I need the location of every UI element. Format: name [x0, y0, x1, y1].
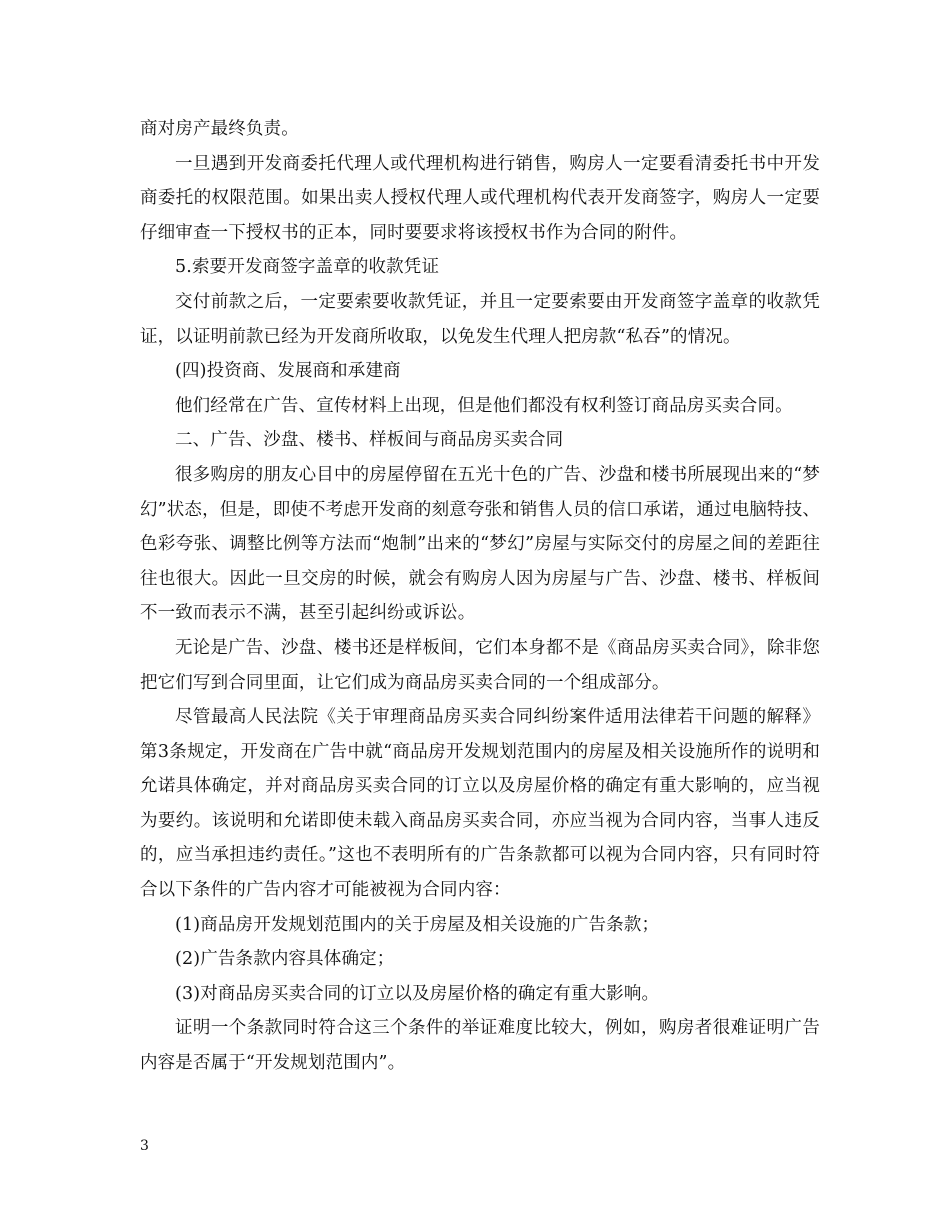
- paragraph: 商对房产最终负责。: [140, 119, 299, 139]
- section-heading: (四)投资商、发展商和承建商: [175, 361, 401, 382]
- paragraph: 交付前款之后，一定要索要收款凭证，并且一定要索要由开发商签字盖章的收款凭证，以证明前款已经为开发商所收取，以免发生代理人把房款“私吞”的情况。: [140, 291, 820, 347]
- section-heading: 5.索要开发商签字盖章的收款凭证: [175, 257, 440, 278]
- list-item: (2)广告条款内容具体确定；: [175, 949, 395, 970]
- document-body: [140, 112, 820, 1081]
- list-item: (3)对商品房买卖合同的订立以及房屋价格的确定有重大影响。: [175, 983, 660, 1004]
- list-item: (1)商品房开发规划范围内的关于房屋及相关设施的广告条款；: [175, 914, 660, 935]
- paragraph: 无论是广告、沙盘、楼书还是样板间，它们本身都不是《商品房买卖合同》，除非您把它们写到合同里面，让它们成为商品房买卖合同的一个组成部分。: [140, 637, 820, 693]
- paragraph: 他们经常在广告、宣传材料上出现，但是他们都没有权利签订商品房买卖合同。: [175, 395, 793, 416]
- paragraph: 一旦遇到开发商委托代理人或代理机构进行销售，购房人一定要看清委托书中开发商委托的权限范围。如果出卖人授权代理人或代理机构代表开发商签字，购房人一定要仔细审查一下授权书的正本，同时要要求将该授权书作为合同的附件。: [140, 153, 820, 243]
- section-heading: 二、广告、沙盘、楼书、样板间与商品房买卖合同: [175, 430, 564, 451]
- page-number: 3: [140, 1138, 149, 1154]
- paragraph: 证明一个条款同时符合这三个条件的举证难度比较大，例如，购房者很难证明广告内容是否属于“开发规划范围内”。: [140, 1018, 820, 1074]
- paragraph: 尽管最高人民法院《关于审理商品房买卖合同纠纷案件适用法律若干问题的解释》第3条规定，开发商在广告中就“商品房开发规划范围内的房屋及相关设施所作的说明和允诺具体确定，并对商品房买卖合同的订立以及房屋价格的确定有重大影响的，应当视为要约。该说明和允诺即使未载入商品房买卖合同，亦应当视为合同内容，当事人违反的，应当承担违约责任。”这也不表明所有的广告条款都可以视为合同内容，只有同时符合以下条件的广告内容才可能被视为合同内容：: [140, 707, 820, 901]
- paragraph: 很多购房的朋友心目中的房屋停留在五光十色的广告、沙盘和楼书所展现出来的“梦幻”状态，但是，即使不考虑开发商的刻意夸张和销售人员的信口承诺，通过电脑特技、色彩夸张、调整比例等方法而“炮制”出来的“梦幻”房屋与实际交付的房屋之间的差距往往也很大。因此一旦交房的时候，就会有购房人因为房屋与广告、沙盘、楼书、样板间不一致而表示不满，甚至引起纠纷或诉讼。: [140, 464, 820, 624]
